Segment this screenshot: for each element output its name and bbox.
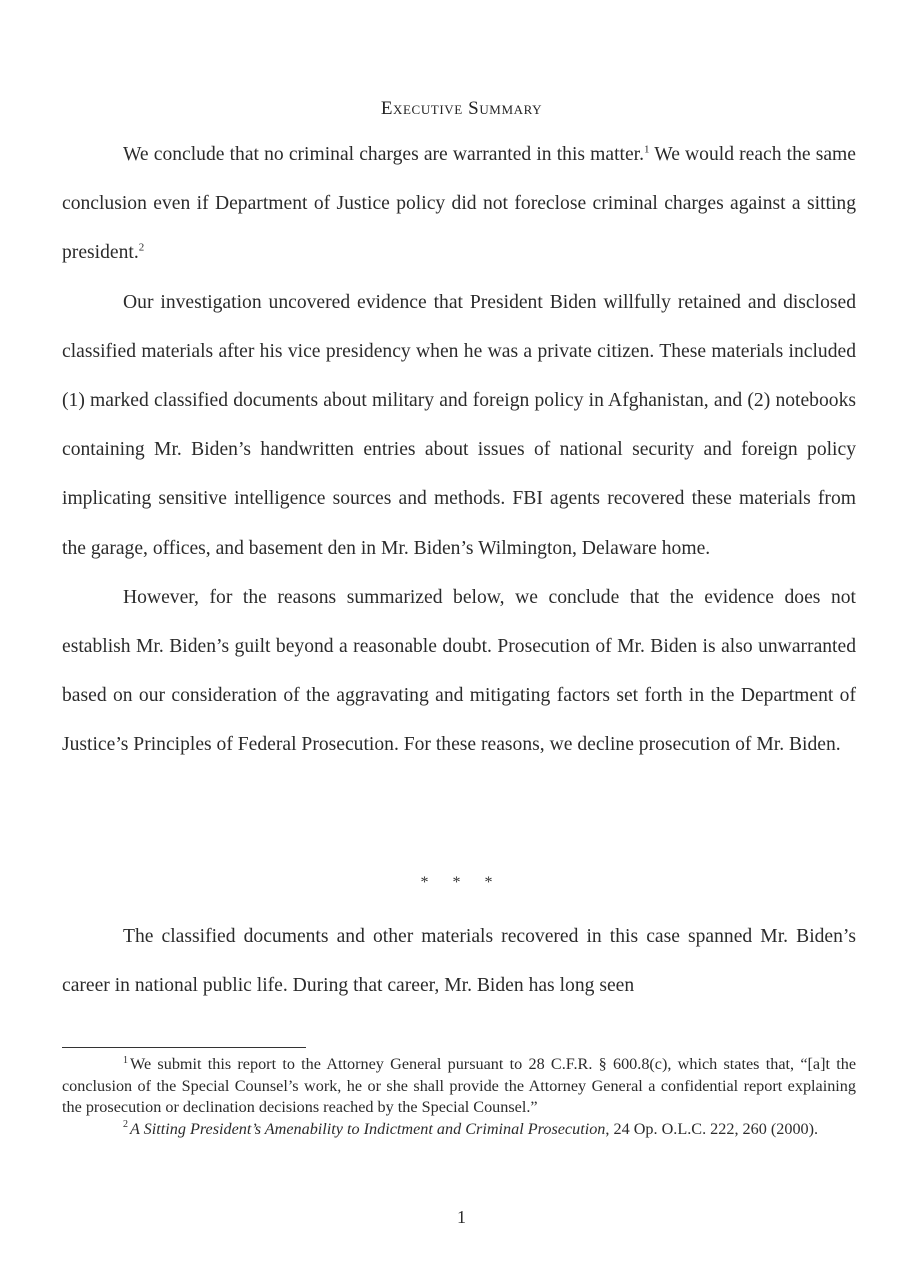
- body-text-continued: [62, 912, 856, 1010]
- page-title: Executive Summary: [380, 98, 543, 119]
- paragraph: [62, 912, 856, 1010]
- paragraph: [62, 573, 856, 770]
- paragraph: [62, 278, 856, 573]
- footnote-number: 2: [123, 1119, 128, 1131]
- footnote-reference[interactable]: 2: [138, 241, 145, 254]
- page-number: 1: [457, 1207, 466, 1227]
- body-text: [62, 130, 856, 770]
- paragraph: [62, 130, 856, 278]
- footnote-divider: [62, 1047, 306, 1048]
- paragraph-text: We would reach the same conclusion even if Department of Justice policy did not foreclose criminal charges against a sitting president.: [62, 144, 856, 264]
- paragraph-text: The classified documents and other materials recovered in this case spanned Mr. Biden’s career in national public life. During that career, Mr. Biden has long seen: [62, 926, 856, 997]
- footnote-number: 1: [123, 1054, 128, 1066]
- footnote-reference[interactable]: 1: [644, 143, 650, 156]
- footnote-text: We submit this report to the Attorney General pursuant to 28 C.F.R. § 600.8(c), which states that, “[a]t the conclusion of the Special Counsel’s work, he or she shall provide the Attorney General a confidential report explaining the prosecution or declination decisions reached by the Special Counsel.”: [62, 1055, 856, 1116]
- footnote-text: , 24 Op. O.L.C. 222, 260 (2000).: [605, 1119, 819, 1138]
- paragraph-text: Our investigation uncovered evidence that President Biden willfully retained and disclosed classified materials after his vice presidency when he was a private citizen. These materials included (1) marked classified documents about military and foreign policy in Afghanistan, and (2) notebooks containing Mr. Biden’s handwritten entries about issues of national security and foreign policy implicating sensitive intelligence sources and methods. FBI agents recovered these materials from the garage, offices, and basement den in Mr. Biden’s Wilmington, Delaware home.: [62, 291, 856, 559]
- paragraph-text: We conclude that no criminal charges are warranted in this matter.: [123, 144, 644, 165]
- footnote: [62, 1119, 856, 1141]
- section-separator: * * *: [420, 874, 503, 891]
- footnote-citation-title: A Sitting President’s Amenability to Indictment and Criminal Prosecution: [130, 1119, 606, 1138]
- footnote: [62, 1054, 856, 1119]
- paragraph-text: However, for the reasons summarized below, we conclude that the evidence does not establish Mr. Biden’s guilt beyond a reasonable doubt. Prosecution of Mr. Biden is also unwarranted based on our consideration of the aggravating and mitigating factors set forth in the Department of Justice’s Principles of Federal Prosecution. For these reasons, we decline prosecution of Mr. Biden.: [62, 586, 856, 756]
- footnotes: [62, 1054, 856, 1140]
